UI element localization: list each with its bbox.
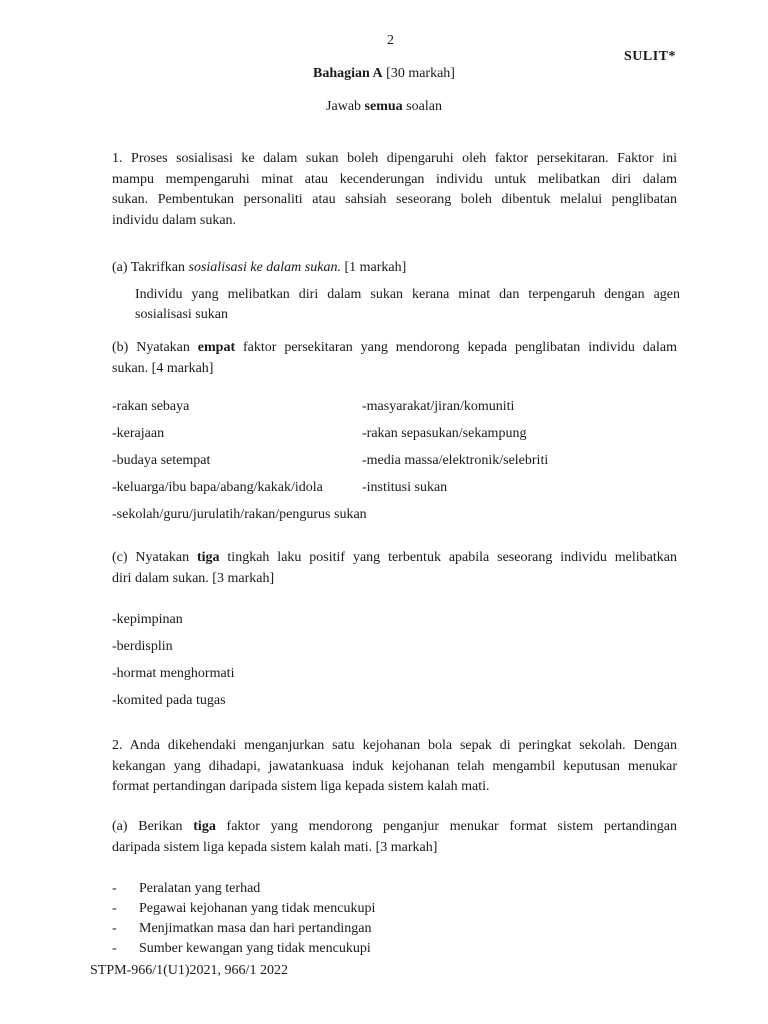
- list-item-text: Pegawai kejohanan yang tidak mencukupi: [139, 901, 376, 916]
- factor-item: -budaya setempat: [112, 453, 211, 468]
- q1c-bold: tiga: [196, 550, 220, 565]
- q2a-line: daripada sistem liga kepada sistem kalah mati. [3 markah]: [112, 839, 438, 855]
- list-item-text: Sumber kewangan yang tidak mencukupi: [139, 941, 371, 956]
- q2-line: 2. Anda dikehendaki menganjurkan satu kejohanan bola sepak di peringkat sekolah. Dengan: [112, 738, 677, 753]
- list-item: -komited pada tugas: [112, 693, 226, 708]
- q1b-rest: faktor persekitaran yang mendorong kepada penglibatan individu dalam: [235, 340, 677, 355]
- q2-line: kekangan yang dihadapi, jawatankuasa induk kejohanan telah mengambil keputusan menukar: [112, 758, 677, 774]
- footer-code: STPM-966/1(U1)2021, 966/1 2022: [90, 963, 288, 978]
- answer-1a-line: sosialisasi sukan: [135, 307, 228, 322]
- question-2a: [112, 817, 677, 858]
- list-dash: -: [112, 921, 117, 936]
- list-dash: -: [112, 881, 117, 896]
- factor-item: -institusi sukan: [362, 480, 448, 495]
- q2a-rest: faktor yang mendorong penganjur menukar format sistem pertandingan: [215, 819, 677, 834]
- answer-1a-line: Individu yang melibatkan diri dalam sukan kerana minat dan terpengaruh dengan agen: [135, 287, 680, 302]
- question-1-stem: [112, 149, 677, 231]
- q1-line: mampu mempengaruhi minat atau kecenderungan individu untuk melibatkan diri dalam: [112, 171, 677, 187]
- q1a-prefix: (a) Takrifkan: [112, 260, 189, 275]
- section-title: [0, 64, 768, 84]
- answer-1a: [135, 285, 680, 325]
- question-1a: [112, 258, 677, 278]
- list-item-text: Menjimatkan masa dan hari pertandingan: [139, 921, 372, 936]
- factor-item: -rakan sebaya: [112, 399, 190, 414]
- q1c-rest: tingkah laku positif yang terbentuk apabila seseorang individu melibatkan: [219, 550, 677, 565]
- list-item: -berdisplin: [112, 639, 173, 654]
- list-item-text: Peralatan yang terhad: [139, 881, 261, 896]
- classification-label: SULIT*: [623, 49, 676, 64]
- instruction-post: soalan: [402, 99, 442, 114]
- q1c-line: [112, 548, 677, 569]
- answer-1c-list: [112, 610, 234, 718]
- instruction-bold: semua: [364, 99, 403, 114]
- q1b-prefix: (b) Nyatakan: [112, 340, 198, 355]
- q1-line: 1. Proses sosialisasi ke dalam sukan boleh dipengaruhi oleh faktor persekitaran. Faktor ini: [112, 151, 677, 166]
- q1a-term: sosialisasi ke dalam sukan.: [188, 260, 341, 275]
- factor-item: -kerajaan: [112, 426, 165, 441]
- q2a-bold: tiga: [193, 819, 216, 834]
- list-dash: -: [112, 901, 117, 916]
- question-1b: [112, 338, 677, 379]
- list-item: -kepimpinan: [112, 612, 183, 627]
- list-dash: -: [112, 941, 117, 956]
- list-item: -hormat menghormati: [112, 666, 235, 681]
- factor-item: -masyarakat/jiran/komuniti: [362, 399, 515, 414]
- factor-item: -keluarga/ibu bapa/abang/kakak/idola: [112, 480, 323, 495]
- factor-item: -sekolah/guru/jurulatih/rakan/pengurus sukan: [112, 507, 367, 522]
- factor-item: -media massa/elektronik/selebriti: [362, 453, 549, 468]
- question-1c: [112, 548, 677, 589]
- q1b-line: [112, 338, 677, 359]
- factor-item: -rakan sepasukan/sekampung: [362, 426, 527, 441]
- section-title-marks: [30 markah]: [382, 66, 455, 81]
- page-number: 2: [387, 33, 394, 48]
- q1b-bold: empat: [197, 340, 236, 355]
- question-2-stem: [112, 736, 677, 798]
- q2-line: format pertandingan daripada sistem liga kepada sistem kalah mati.: [112, 779, 490, 794]
- q1b-line: sukan. [4 markah]: [112, 360, 214, 376]
- q1c-prefix: (c) Nyatakan: [112, 550, 197, 565]
- section-title-bold: Bahagian A: [313, 66, 383, 81]
- q1-line: sukan. Pembentukan personaliti atau sahsiah seseorang boleh dibentuk melalui penglibatan: [112, 192, 677, 207]
- q2a-line: [112, 817, 677, 838]
- q1a-marks: [1 markah]: [340, 260, 407, 275]
- instruction-pre: Jawab: [326, 99, 365, 114]
- q1-line: individu dalam sukan.: [112, 212, 237, 228]
- section-instruction: [0, 97, 768, 117]
- q1c-line: diri dalam sukan. [3 markah]: [112, 570, 275, 586]
- q2a-prefix: (a) Berikan: [112, 819, 194, 834]
